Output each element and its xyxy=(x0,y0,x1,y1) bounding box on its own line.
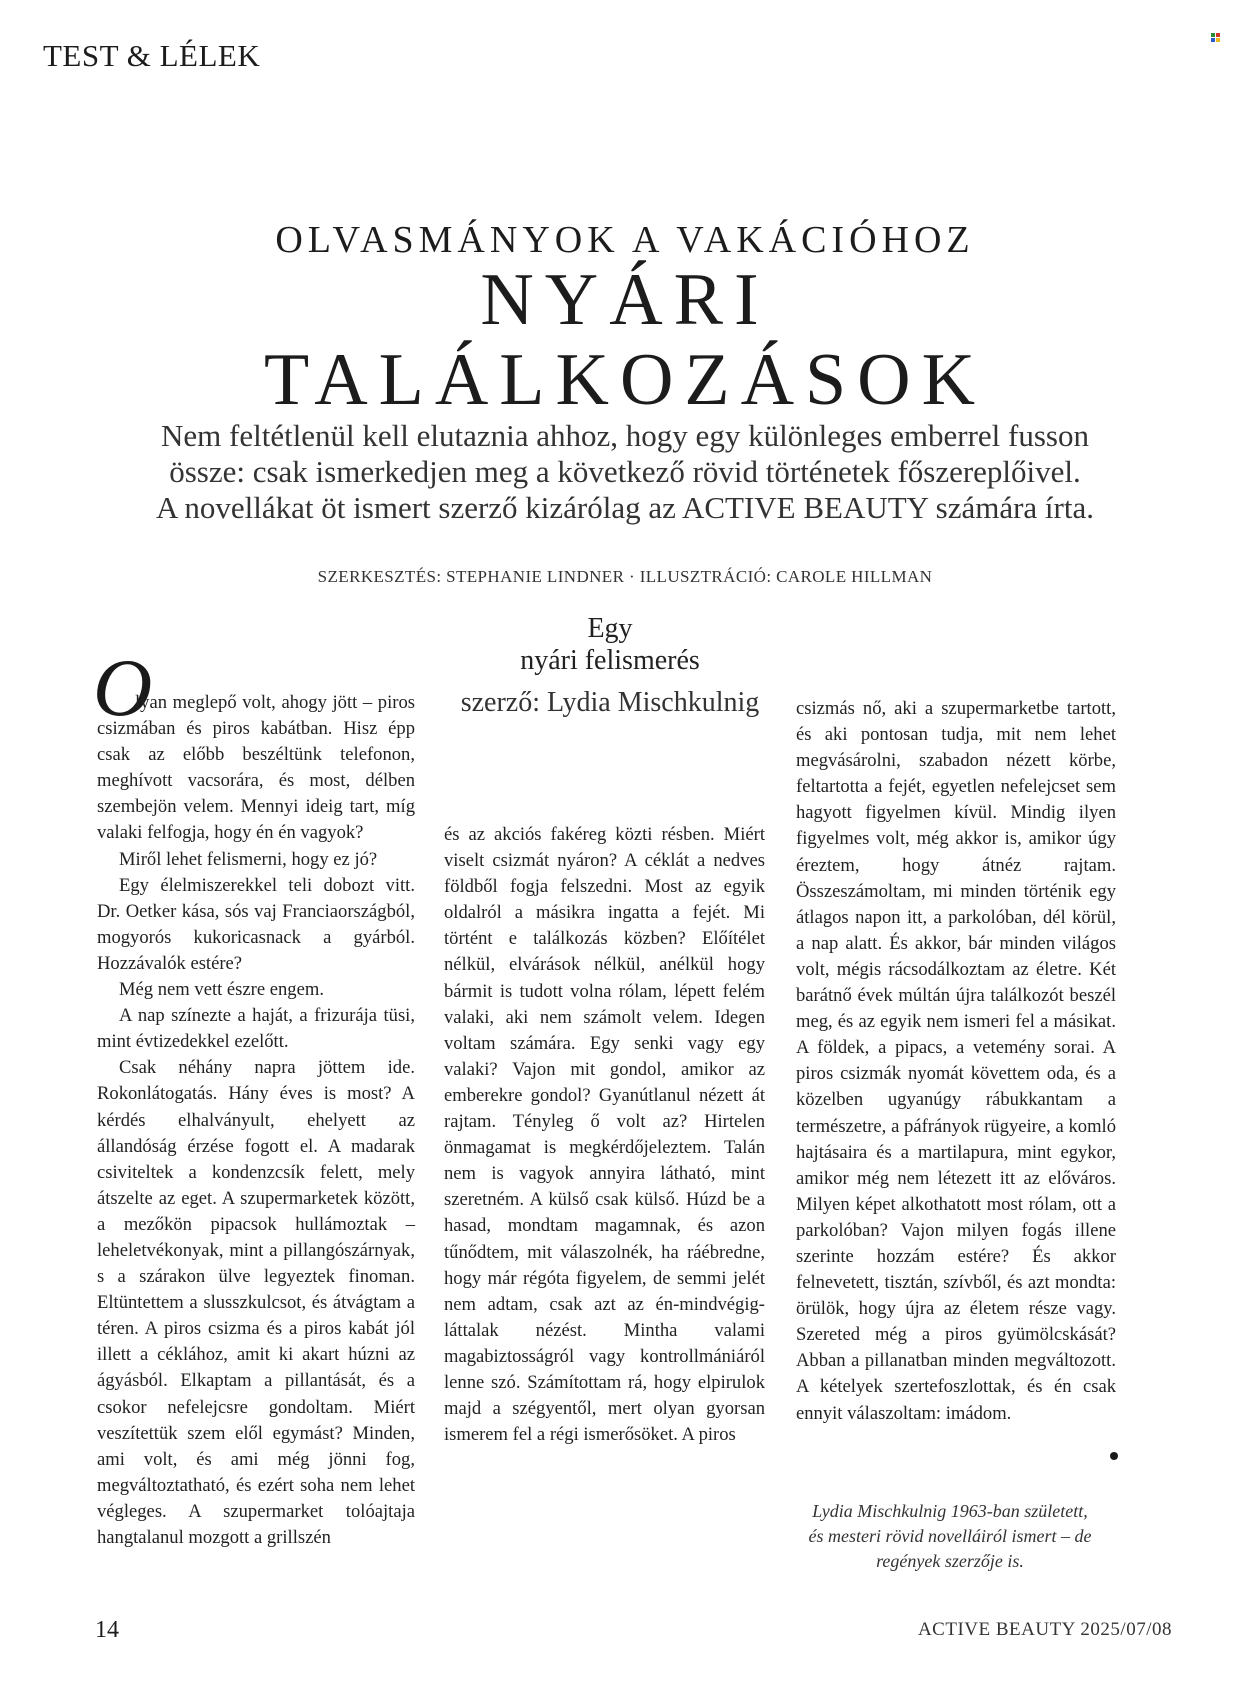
title-line-1: NYÁRI xyxy=(480,259,770,341)
mark-square-yellow xyxy=(1216,38,1220,42)
title-line-2: TALÁLKOZÁSOK xyxy=(263,339,987,421)
text-column-2 xyxy=(444,822,765,1448)
bio-line-3: regények szerzője is. xyxy=(876,1551,1024,1571)
paragraph: A nap színezte a haját, a frizurája tüsi, mint évtizedekkel ezelőtt. xyxy=(97,1005,415,1053)
mark-square-red xyxy=(1216,33,1220,37)
lead-line-3: A novellákat öt ismert szerző kizárólag az ACTIVE BEAUTY számára írta. xyxy=(156,490,1094,525)
article-title xyxy=(0,260,1250,420)
article-credits: SZERKESZTÉS: STEPHANIE LINDNER · ILLUSZTRÁCIÓ: CAROLE HILLMAN xyxy=(317,567,933,586)
story-author: szerző: Lydia Mischkulnig xyxy=(460,687,760,718)
article-lead xyxy=(60,418,1190,526)
paragraph: Miről lehet felismerni, hogy ez jó? xyxy=(119,848,378,870)
text-column-3 xyxy=(796,696,1116,1427)
drop-cap: O xyxy=(93,642,153,733)
paragraph: Egy élelmiszerekkel teli dobozt vitt. Dr. Oetker kása, sós vaj Franciaországból, mogyorós kukoricasnack a gyárból. Hozzávalók estére? xyxy=(97,874,415,974)
section-label: TEST & LÉLEK xyxy=(43,38,261,73)
story-title-line-1: Egy xyxy=(587,613,633,644)
paragraph: és az akciós fakéreg közti résben. Miért viselt csizmát nyáron? A céklát a nedves földből fogja felszedni. Most az egyik oldalról a másikra ingatta a fejét. Mi történt e találkozás közben? Előítélet nélkül, elvárások nélkül, anélkül hogy bármit is tudott volna rólam, lépett felém valaki, aki nem számolt velem. Idegen voltam számára. Egy senki vagy egy valaki? Vajon mit gondol, amikor az emberekre gondol? Gyanútlanul nézett át rajtam. Tényleg ő volt az? Hirtelen önmagamat is megkérdőjeleztem. Talán nem is vagyok annyira látható, mint szeretném. A külső csak külső. Húzd be a hasad, mondtam magamnak, és azon tűnődtem, mit válaszolnék, ha ráébredne, hogy már régóta figyelem, de semmi jelét nem adtam, csak azt az én-mindvégig-láttalak nézést. Mintha valami magabiztosságról vagy kontrollmániáról lenne szó. Számítottam rá, hogy elpirulok majd a szégyentől, mert olyan gyorsan ismerem fel a régi ismerősöket. A piros xyxy=(444,824,765,1446)
mark-square-green xyxy=(1211,33,1215,37)
author-bio xyxy=(780,1499,1120,1574)
paragraph: Csak néhány napra jöttem ide. Rokonlátogatás. Hány éves is most? A kérdés elhalványult, ehelyett az állandóság érzése fogott el. A madarak csiviteltek a kondenzcsík felett, mely átszelte az eget. A szupermarketek között, a mezőkön pipacsok hullámoztak – leheletvékonyak, mint a pillangószárnyak, s a szárakon ülve legyeztek finoman. Eltüntettem a slusszkulcsot, és átvágtam a téren. A piros csizma és a piros kabát jól illett a céklához, amit ki akart húzni az ágyásból. Elkaptam a pillantását, és a csokor nefelejcsre gondoltam. Miért veszítettük szem elől egymást? Minden, ami volt, és ami még jönni fog, megváltoztatható, és ezért soha nem lehet végleges. A szupermarket tolóajtaja hangtalanul mozgott a grillszén xyxy=(97,1057,415,1548)
text-column-1 xyxy=(97,690,415,1551)
paragraph: Még nem vett észre engem. xyxy=(119,979,324,1001)
bio-line-2: és mesteri rövid novelláiról ismert – de xyxy=(808,1526,1092,1546)
lead-line-2: össze: csak ismerkedjen meg a következő rövid történetek főszereplőivel. xyxy=(169,454,1081,489)
paragraph: lyan meglepő volt, ahogy jött – piros csizmában és piros kabátban. Hisz épp csak az előbb beszéltünk telefonon, meghívott vacsorára, és most, délben szembejön velem. Mennyi ideig tart, míg valaki felfogja, hogy én én vagyok? xyxy=(97,692,415,844)
paragraph: csizmás nő, aki a szupermarketbe tartott, és aki pontosan tudja, mit nem lehet megvásárolni, szabadon nézett körbe, feltartotta a fejét, egyetlen nefelejcset sem hagyott figyelmen kívül. Mindig ilyen figyelmes volt, még akkor is, amikor úgy éreztem, hogy átnéz rajtam. Összeszámoltam, mi minden történik egy átlagos napon itt, a parkolóban, dél körül, a nap alatt. És akkor, bár minden világos volt, mégis rácsodálkoztam az életre. Két barátnő évek múltán újra találkozót beszél meg, és az egyik nem ismeri fel a másikat. A földek, a pipacs, a vetemény sorai. A piros csizmák nyomát követtem oda, és a közelben ugyanúgy rábukkantam a természetre, a páfrányok rügyeire, a komló hajtásaira és a martilapura, mint egykor, amikor még nem létezett itt az előváros. Milyen képet alkothatott most rólam, ott a parkolóban? Vajon milyen fogás illene szerinte hozzám estére? És akkor felnevetett, tisztán, szívből, és azt mondta: örülök, hogy újra az életem része vagy. Szereted még a piros gyümölcskását? Abban a pillanatban minden megváltozott. A kételyek szertefoszlottak, és én csak ennyit válaszoltam: imádom. xyxy=(796,698,1116,1424)
mark-square-blue xyxy=(1211,38,1215,42)
story-end-mark xyxy=(1110,1452,1118,1460)
color-registration-mark xyxy=(1211,33,1220,42)
bio-line-1: Lydia Mischkulnig 1963-ban született, xyxy=(812,1501,1088,1521)
lead-line-1: Nem feltétlenül kell elutaznia ahhoz, hogy egy különleges emberrel fusson xyxy=(161,418,1089,453)
magazine-issue: ACTIVE BEAUTY 2025/07/08 xyxy=(917,1619,1172,1640)
article-kicker: OLVASMÁNYOK A VAKÁCIÓHOZ xyxy=(275,219,975,261)
story-title xyxy=(440,613,780,677)
story-title-line-2: nyári felismerés xyxy=(520,645,700,676)
page-number: 14 xyxy=(95,1617,119,1643)
